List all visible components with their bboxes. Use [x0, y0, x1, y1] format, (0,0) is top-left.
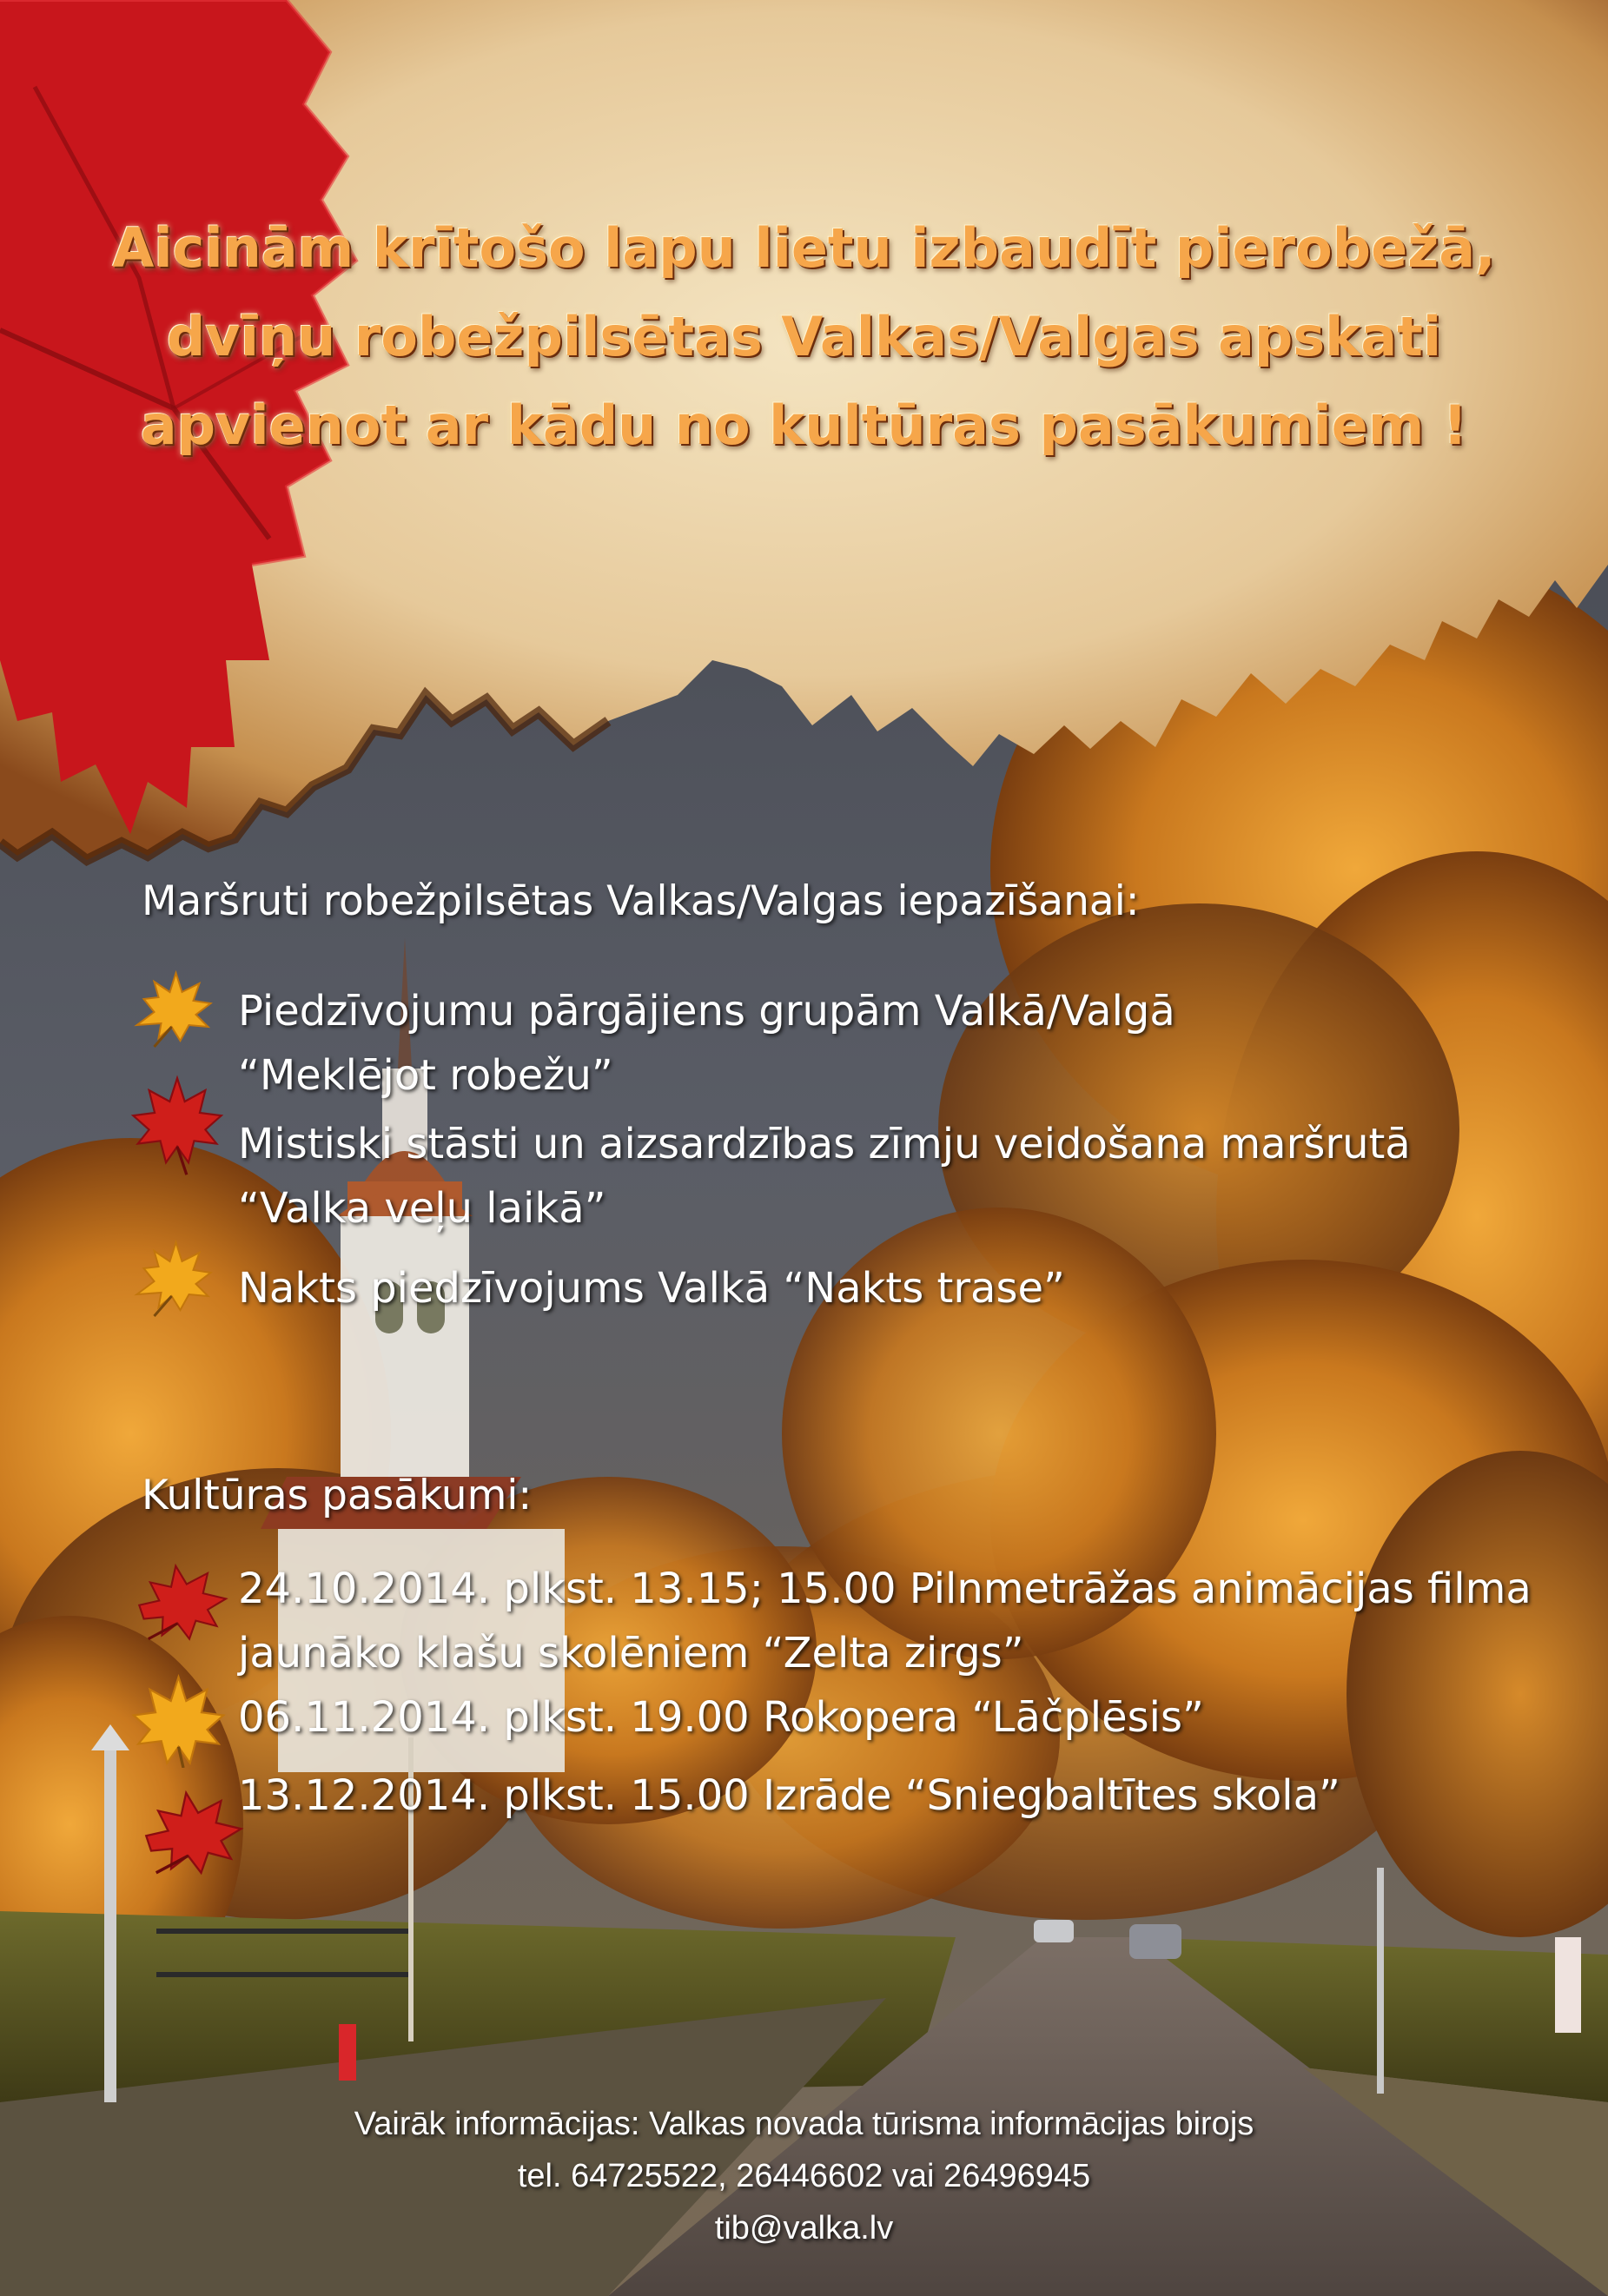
yellow-maple-leaf-icon	[122, 964, 222, 1051]
route-item-2	[238, 1112, 1411, 1241]
event-item-3-line-1: 13.12.2014. plkst. 15.00 Izrāde “Sniegbaltītes skola”	[238, 1771, 1340, 1820]
headline	[35, 204, 1573, 470]
footer-info-line: Vairāk informācijas: Valkas novada tūrisma informācijas birojs	[354, 2106, 1254, 2142]
headline-line-1: Aicinām krītošo lapu lietu izbaudīt pierobežā,	[112, 216, 1496, 280]
event-item-3	[238, 1763, 1340, 1828]
events-title: Kultūras pasākumi:	[142, 1472, 533, 1519]
red-maple-leaf-icon	[130, 1073, 224, 1177]
footer-email-link[interactable]: tib@valka.lv	[714, 2210, 894, 2246]
footer-phone-line: tel. 64725522, 26446602 vai 26496945	[517, 2158, 1091, 2194]
route-item-1-line-1: Piedzīvojumu pārgājiens grupām Valkā/Valgā	[238, 987, 1175, 1036]
route-item-3-line-1: Nakts piedzīvojums Valkā “Nakts trase”	[238, 1264, 1065, 1313]
headline-line-3: apvienot ar kādu no kultūras pasākumiem !	[140, 394, 1468, 457]
route-item-3	[238, 1256, 1065, 1320]
event-item-1-line-2: jaunāko klašu skolēniem “Zelta zirgs”	[238, 1629, 1024, 1677]
route-item-2-line-1: Mistiski stāsti un aizsardzības zīmju veidošana maršrutā	[238, 1120, 1411, 1168]
yellow-maple-leaf-icon	[122, 1234, 222, 1320]
event-item-1	[238, 1557, 1532, 1685]
route-item-1-line-2: “Meklējot robežu”	[238, 1051, 613, 1100]
routes-title: Maršruti robežpilsētas Valkas/Valgas iepazīšanai:	[142, 877, 1140, 925]
headline-line-2: dvīņu robežpilsētas Valkas/Valgas apskati	[166, 305, 1442, 368]
route-item-1	[238, 979, 1175, 1108]
yellow-maple-leaf-icon	[129, 1672, 228, 1768]
red-maple-leaf-icon	[126, 1555, 235, 1646]
event-item-1-line-1: 24.10.2014. plkst. 13.15; 15.00 Pilnmetrāžas animācijas filma	[238, 1565, 1532, 1613]
event-item-2-line-1: 06.11.2014. plkst. 19.00 Rokopera “Lāčplēsis”	[238, 1693, 1204, 1742]
event-item-2	[238, 1685, 1204, 1750]
footer	[0, 2098, 1608, 2254]
red-maple-leaf-icon	[135, 1781, 248, 1881]
route-item-2-line-2: “Valka veļu laikā”	[238, 1184, 606, 1233]
